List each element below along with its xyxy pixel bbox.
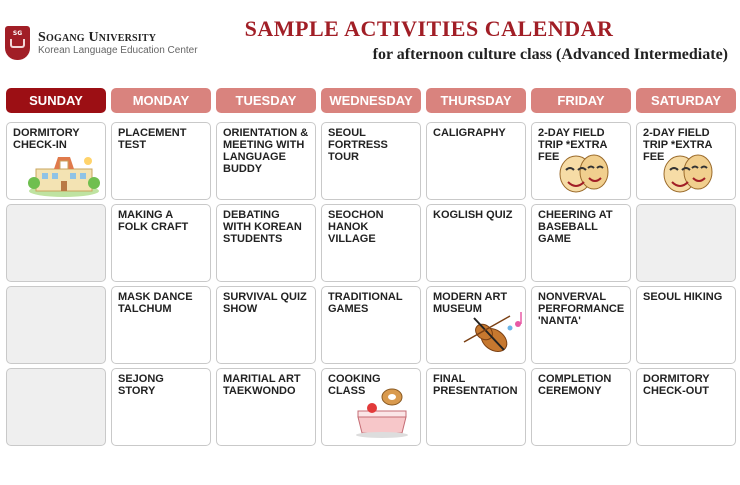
calendar-cell-saturday-week-3 xyxy=(636,286,736,364)
activity-label: COOKING CLASS xyxy=(328,373,381,397)
page-title: SAMPLE ACTIVITIES CALENDAR xyxy=(244,16,614,41)
calendar-cell-monday-week-4 xyxy=(111,368,211,446)
calendar-cell-wednesday-week-3 xyxy=(321,286,421,364)
activity-label: KOGLISH QUIZ xyxy=(433,209,513,221)
calendar-cell-thursday-week-2 xyxy=(426,204,526,282)
cake-icon xyxy=(352,387,412,439)
activity-label: SURVIVAL QUIZ SHOW xyxy=(223,291,307,315)
school-building-icon xyxy=(28,153,100,197)
activity-label: MAKING A FOLK CRAFT xyxy=(118,209,189,233)
activity-label: FINAL PRESENTATION xyxy=(433,373,518,397)
calendar-cell-friday-week-3 xyxy=(531,286,631,364)
calendar-cell-saturday-week-2 xyxy=(636,204,736,282)
activity-label: 2-DAY FIELD TRIP *EXTRA FEE xyxy=(538,127,608,163)
day-header-tuesday: TUESDAY xyxy=(216,88,316,113)
activity-label: SEOUL FORTRESS TOUR xyxy=(328,127,388,163)
calendar-cell-thursday-week-1 xyxy=(426,122,526,200)
activity-label: DEBATING WITH KOREAN STUDENTS xyxy=(223,209,302,245)
calendar-cell-saturday-week-4 xyxy=(636,368,736,446)
calendar-cell-sunday-week-2 xyxy=(6,204,106,282)
activity-label: CHEERING AT BASEBALL GAME xyxy=(538,209,613,245)
calendar-cell-thursday-week-4 xyxy=(426,368,526,446)
activity-label: ORIENTATION & MEETING WITH LANGUAGE BUDDY xyxy=(223,127,309,175)
violin-icon xyxy=(460,306,528,358)
activity-label: MASK DANCE TALCHUM xyxy=(118,291,193,315)
calendar-cell-tuesday-week-1 xyxy=(216,122,316,200)
day-header-monday: MONDAY xyxy=(111,88,211,113)
activity-label: SEOCHON HANOK VILLAGE xyxy=(328,209,384,245)
day-header-sunday: SUNDAY xyxy=(6,88,106,113)
day-header-wednesday: WEDNESDAY xyxy=(321,88,421,113)
activity-label: DORMITORY CHECK-IN xyxy=(13,127,80,151)
calendar-cell-wednesday-week-1 xyxy=(321,122,421,200)
activity-label: PLACEMENT TEST xyxy=(118,127,187,151)
logo xyxy=(5,26,198,60)
korean-masks-icon xyxy=(556,150,612,196)
activity-label: CALIGRAPHY xyxy=(433,127,506,139)
calendar-cell-friday-week-4 xyxy=(531,368,631,446)
day-header-friday: FRIDAY xyxy=(531,88,631,113)
activity-label: SEOUL HIKING xyxy=(643,291,723,303)
page-subtitle: for afternoon culture class (Advanced Intermediate) xyxy=(372,46,728,63)
activity-label: MARITIAL ART TAEKWONDO xyxy=(223,373,301,397)
calendar-cell-monday-week-1 xyxy=(111,122,211,200)
korean-masks-icon xyxy=(660,150,716,196)
calendar-cell-tuesday-week-3 xyxy=(216,286,316,364)
activity-label: SEJONG STORY xyxy=(118,373,164,397)
calendar-cell-tuesday-week-2 xyxy=(216,204,316,282)
activity-label: NONVERVAL PERFORMANCE 'NANTA' xyxy=(538,291,625,327)
day-header-thursday: THURSDAY xyxy=(426,88,526,113)
calendar-cell-sunday-week-4 xyxy=(6,368,106,446)
activity-label: COMPLETION CEREMONY xyxy=(538,373,612,397)
calendar-cell-monday-week-3 xyxy=(111,286,211,364)
calendar-cell-monday-week-2 xyxy=(111,204,211,282)
university-crest-icon: SG xyxy=(5,26,30,60)
center-name: Korean Language Education Center xyxy=(38,44,198,56)
calendar-cell-friday-week-2 xyxy=(531,204,631,282)
day-header-saturday: SATURDAY xyxy=(636,88,736,113)
activity-label: 2-DAY FIELD TRIP *EXTRA FEE xyxy=(643,127,713,163)
university-name: Sogang University xyxy=(38,29,157,45)
calendar-cell-wednesday-week-2 xyxy=(321,204,421,282)
calendar-cell-sunday-week-3 xyxy=(6,286,106,364)
activity-label: MODERN ART MUSEUM xyxy=(433,291,508,315)
calendar-cell-tuesday-week-4 xyxy=(216,368,316,446)
activity-label: DORMITORY CHECK-OUT xyxy=(643,373,710,397)
activity-label: TRADITIONAL GAMES xyxy=(328,291,403,315)
